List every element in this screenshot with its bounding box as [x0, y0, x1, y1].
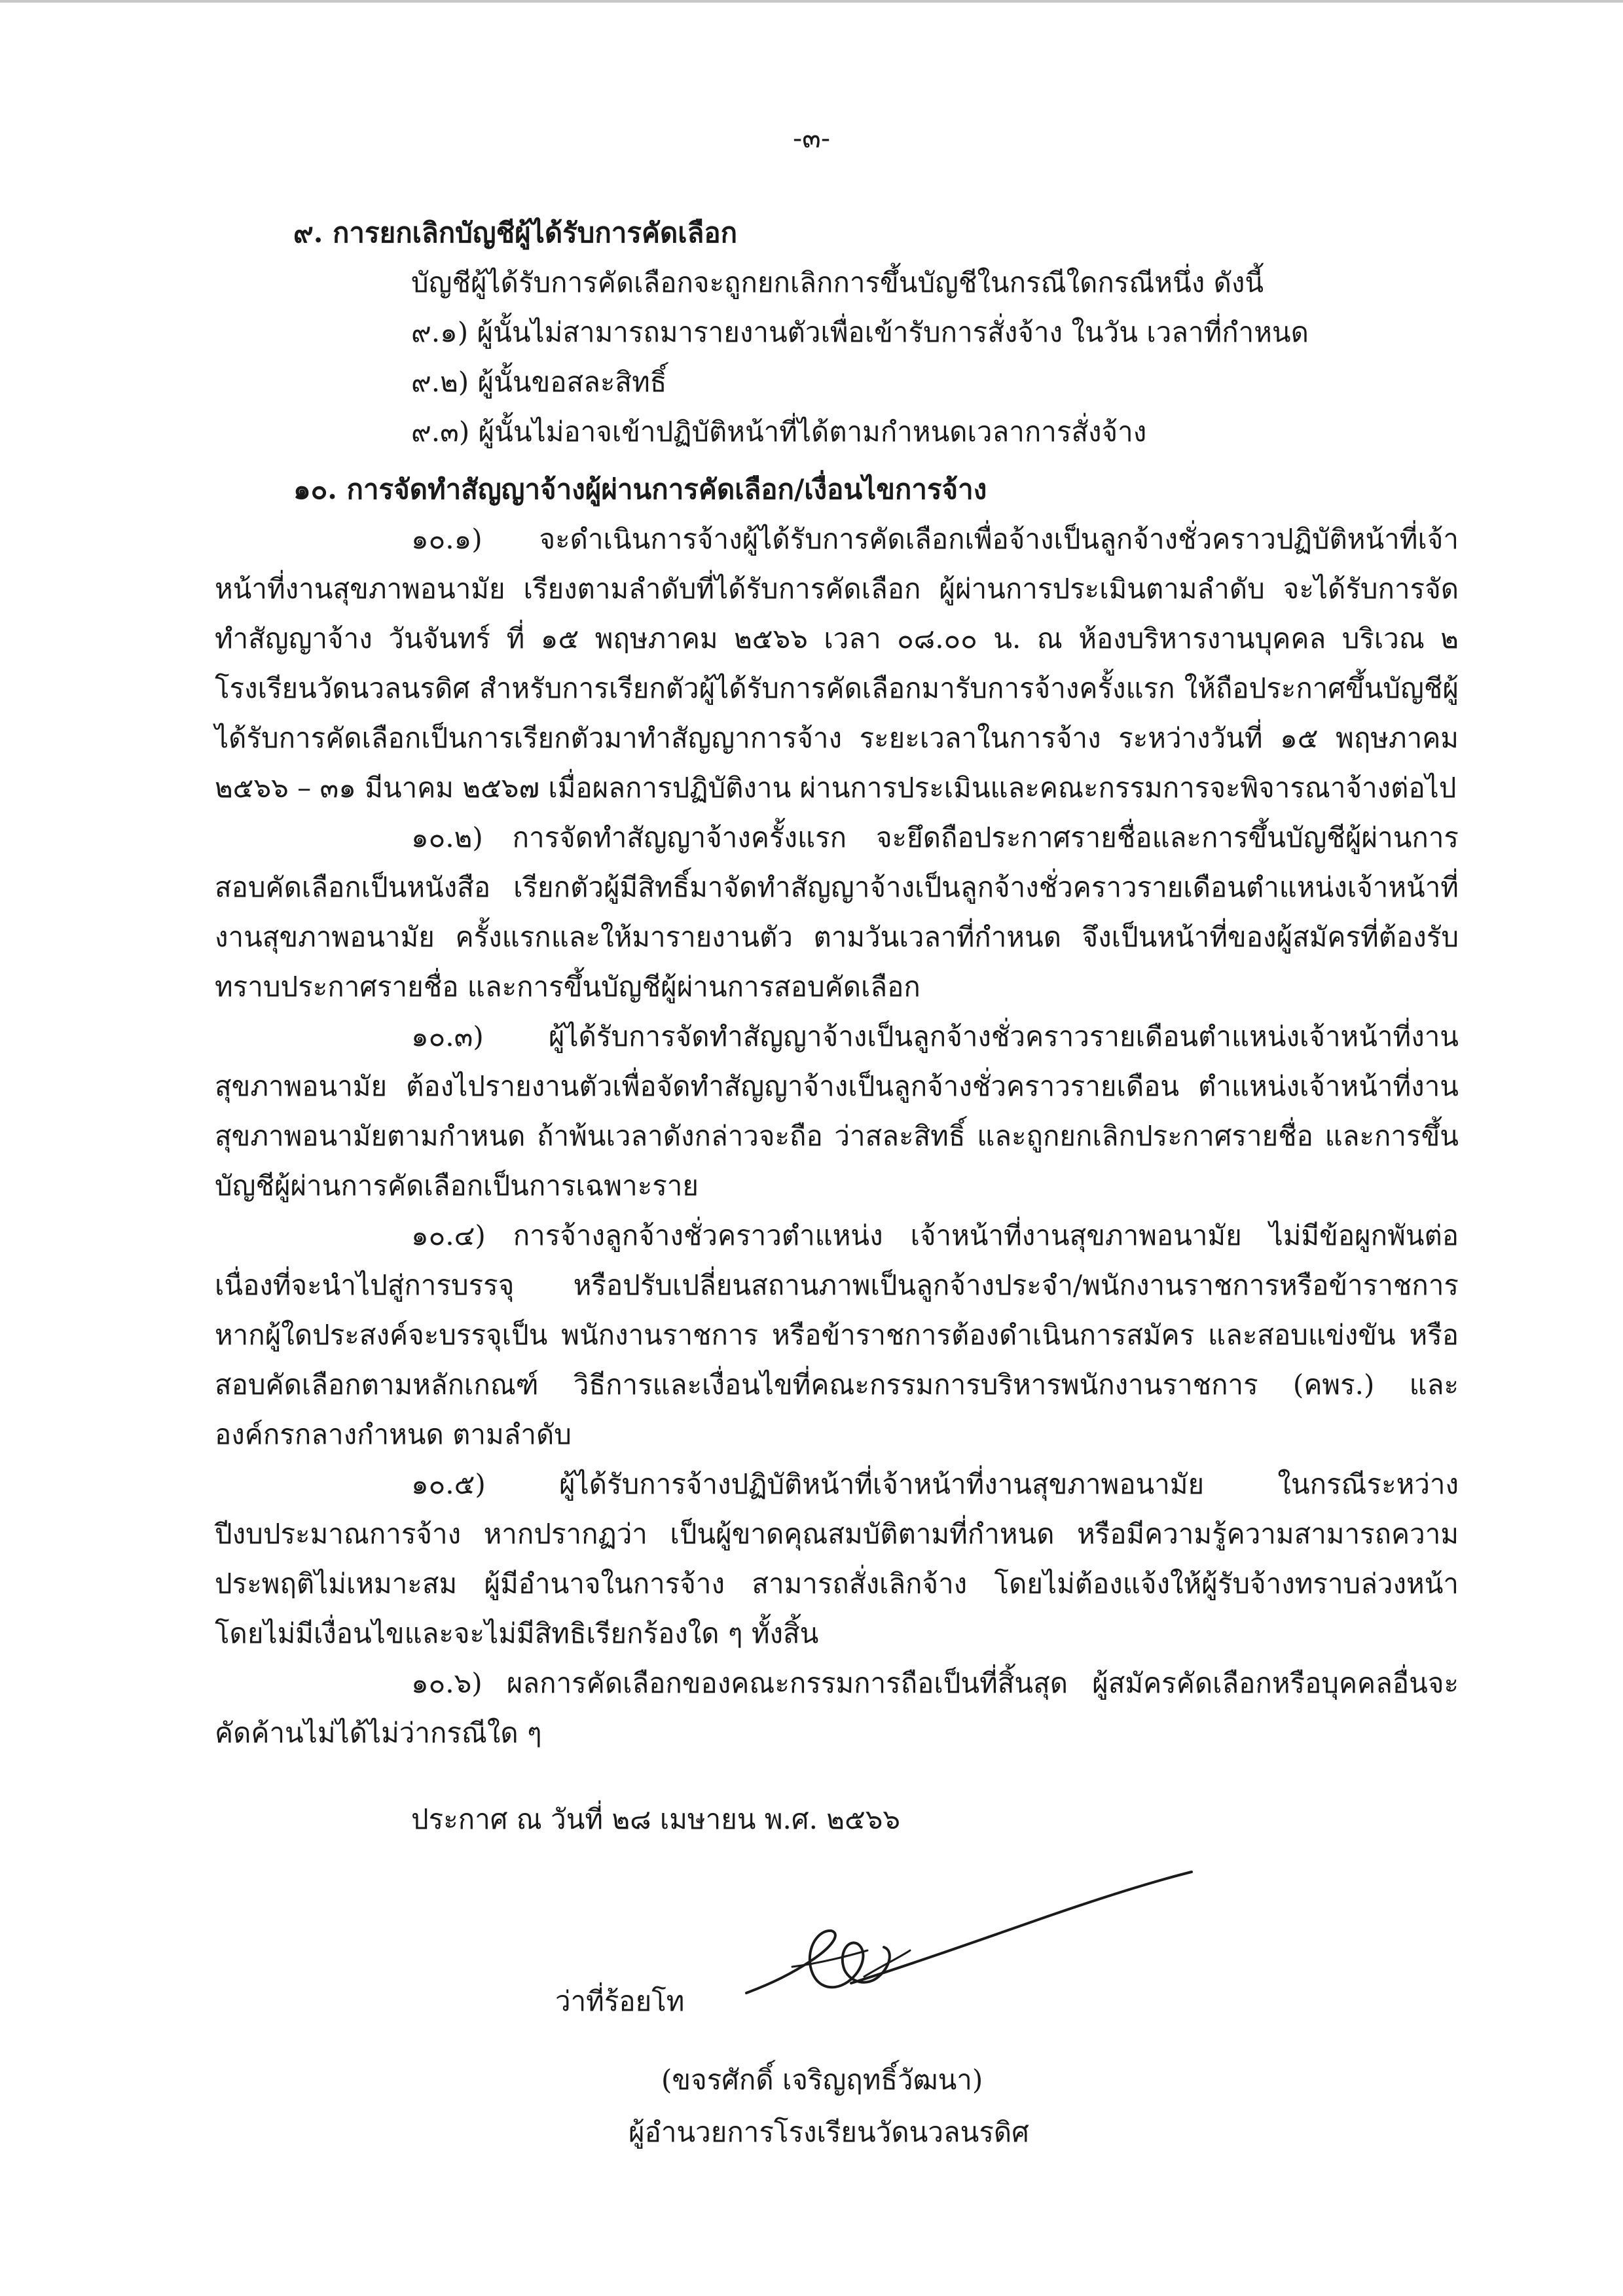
- section-10-paragraph: ๑๐.๑) จะดำเนินการจ้างผู้ได้รับการคัดเลือกเพื่อจ้างเป็นลูกจ้างชั่วคราวปฏิบัติหน้าที่เจ้าหน้าที่งานสุขภาพอนามัย เรียงตามลำดับที่ได้รับการคัดเลือก ผู้ผ่านการประเมินตามลำดับ จะได้รับการจัดทำสัญญาจ้าง วันจันทร์ ที่ ๑๕ พฤษภาคม ๒๕๖๖ เวลา ๐๘.๐๐ น. ณ ห้องบริหารงานบุคคล บริเวณ ๒ โรงเรียนวัดนวลนรดิศ สำหรับการเรียกตัวผู้ได้รับการคัดเลือกมารับการจ้างครั้งแรก ให้ถือประกาศขึ้นบัญชีผู้ได้รับการคัดเลือกเป็นการเรียกตัวมาทำสัญญาการจ้าง ระยะเวลาในการจ้าง ระหว่างวันที่ ๑๕ พฤษภาคม ๒๕๖๖ – ๓๑ มีนาคม ๒๕๖๗ เมื่อผลการปฏิบัติงาน ผ่านการประเมินและคณะกรรมการจะพิจารณาจ้างต่อไป: [215, 523, 1459, 804]
- document-body: [215, 208, 1459, 1844]
- section-10-heading: ๑๐. การจัดทำสัญญาจ้างผู้ผ่านการคัดเลือก/เงื่อนไขการจ้าง: [293, 473, 987, 505]
- page-top-edge: [0, 0, 1623, 3]
- announcement-date: ประกาศ ณ วันที่ ๒๘ เมษายน พ.ศ. ๒๕๖๖: [411, 1803, 901, 1835]
- signer-title: ผู้อำนวยการโรงเรียนวัดนวลนรดิศ: [629, 2116, 1029, 2148]
- page-number: -๓-: [792, 122, 831, 154]
- section-10-paragraph: ๑๐.๖) ผลการคัดเลือกของคณะกรรมการถือเป็นที่สิ้นสุด ผู้สมัครคัดเลือกหรือบุคคลอื่นจะคัดค้านไม่ได้ไม่ว่ากรณีใด ๆ: [215, 1667, 1459, 1749]
- section-spacer: [215, 457, 1459, 465]
- section-9-item: ๙.๒) ผู้นั้นขอสละสิทธิ์: [411, 366, 667, 398]
- signer-rank: ว่าที่ร้อยโท: [555, 1985, 685, 2017]
- signature-block: [0, 1977, 1623, 2251]
- handwritten-signature: [733, 1852, 1205, 2049]
- section-9-item: ๙.๓) ผู้นั้นไม่อาจเข้าปฏิบัติหน้าที่ได้ตามกำหนดเวลาการสั่งจ้าง: [411, 416, 1147, 448]
- section-10-paragraph: ๑๐.๕) ผู้ได้รับการจ้างปฏิบัติหน้าที่เจ้าหน้าที่งานสุขภาพอนามัย ในกรณีระหว่างปีงบประมาณการจ้าง หากปรากฏว่า เป็นผู้ขาดคุณสมบัติตามที่กำหนด หรือมีความรู้ความสามารถความประพฤติไม่เหมาะสม ผู้มีอำนาจในการจ้าง สามารถสั่งเลิกจ้าง โดยไม่ต้องแจ้งให้ผู้รับจ้างทราบล่วงหน้า โดยไม่มีเงื่อนไขและจะไม่มีสิทธิเรียกร้องใด ๆ ทั้งสิ้น: [215, 1468, 1459, 1649]
- signer-name: (ขจรศักดิ์ เจริญฤทธิ์วัฒนา): [661, 2064, 983, 2096]
- section-10-paragraph: ๑๐.๔) การจ้างลูกจ้างชั่วคราวตำแหน่ง เจ้าหน้าที่งานสุขภาพอนามัย ไม่มีข้อผูกพันต่อเนื่องที่จะนำไปสู่การบรรจุ หรือปรับเปลี่ยนสถานภาพเป็นลูกจ้างประจำ/พนักงานราชการหรือข้าราชการ หากผู้ใดประสงค์จะบรรจุเป็น พนักงานราชการ หรือข้าราชการต้องดำเนินการสมัคร และสอบแข่งขัน หรือสอบคัดเลือกตามหลักเกณฑ์ วิธีการและเงื่อนไขที่คณะกรรมการบริหารพนักงานราชการ (คพร.) และองค์กรกลางกำหนด ตามลำดับ: [215, 1219, 1459, 1450]
- section-9-intro: บัญชีผู้ได้รับการคัดเลือกจะถูกยกเลิกการขึ้นบัญชีในกรณีใดกรณีหนึ่ง ดังนี้: [411, 266, 1264, 298]
- section-9-heading: ๙. การยกเลิกบัญชีผู้ได้รับการคัดเลือก: [293, 217, 738, 249]
- section-9-item: ๙.๑) ผู้นั้นไม่สามารถมารายงานตัวเพื่อเข้ารับการสั่งจ้าง ในวัน เวลาที่กำหนด: [411, 316, 1309, 348]
- section-10-paragraph: ๑๐.๒) การจัดทำสัญญาจ้างครั้งแรก จะยึดถือประกาศรายชื่อและการขึ้นบัญชีผู้ผ่านการสอบคัดเลือกเป็นหนังสือ เรียกตัวผู้มีสิทธิ์มาจัดทำสัญญาจ้างเป็นลูกจ้างชั่วคราวรายเดือนตำแหน่งเจ้าหน้าที่งานสุขภาพอนามัย ครั้งแรกและให้มารายงานตัว ตามวันเวลาที่กำหนด จึงเป็นหน้าที่ของผู้สมัครที่ต้องรับทราบประกาศรายชื่อ และการขึ้นบัญชีผู้ผ่านการสอบคัดเลือก: [215, 821, 1459, 1003]
- section-10-paragraph: ๑๐.๓) ผู้ได้รับการจัดทำสัญญาจ้างเป็นลูกจ้างชั่วคราวรายเดือนตำแหน่งเจ้าหน้าที่งานสุขภาพอนามัย ต้องไปรายงานตัวเพื่อจัดทำสัญญาจ้างเป็นลูกจ้างชั่วคราวรายเดือน ตำแหน่งเจ้าหน้าที่งานสุขภาพอนามัยตามกำหนด ถ้าพ้นเวลาดังกล่าวจะถือ ว่าสละสิทธิ์ และถูกยกเลิกประกาศรายชื่อ และการขึ้นบัญชีผู้ผ่านการคัดเลือกเป็นการเฉพาะราย: [215, 1020, 1459, 1202]
